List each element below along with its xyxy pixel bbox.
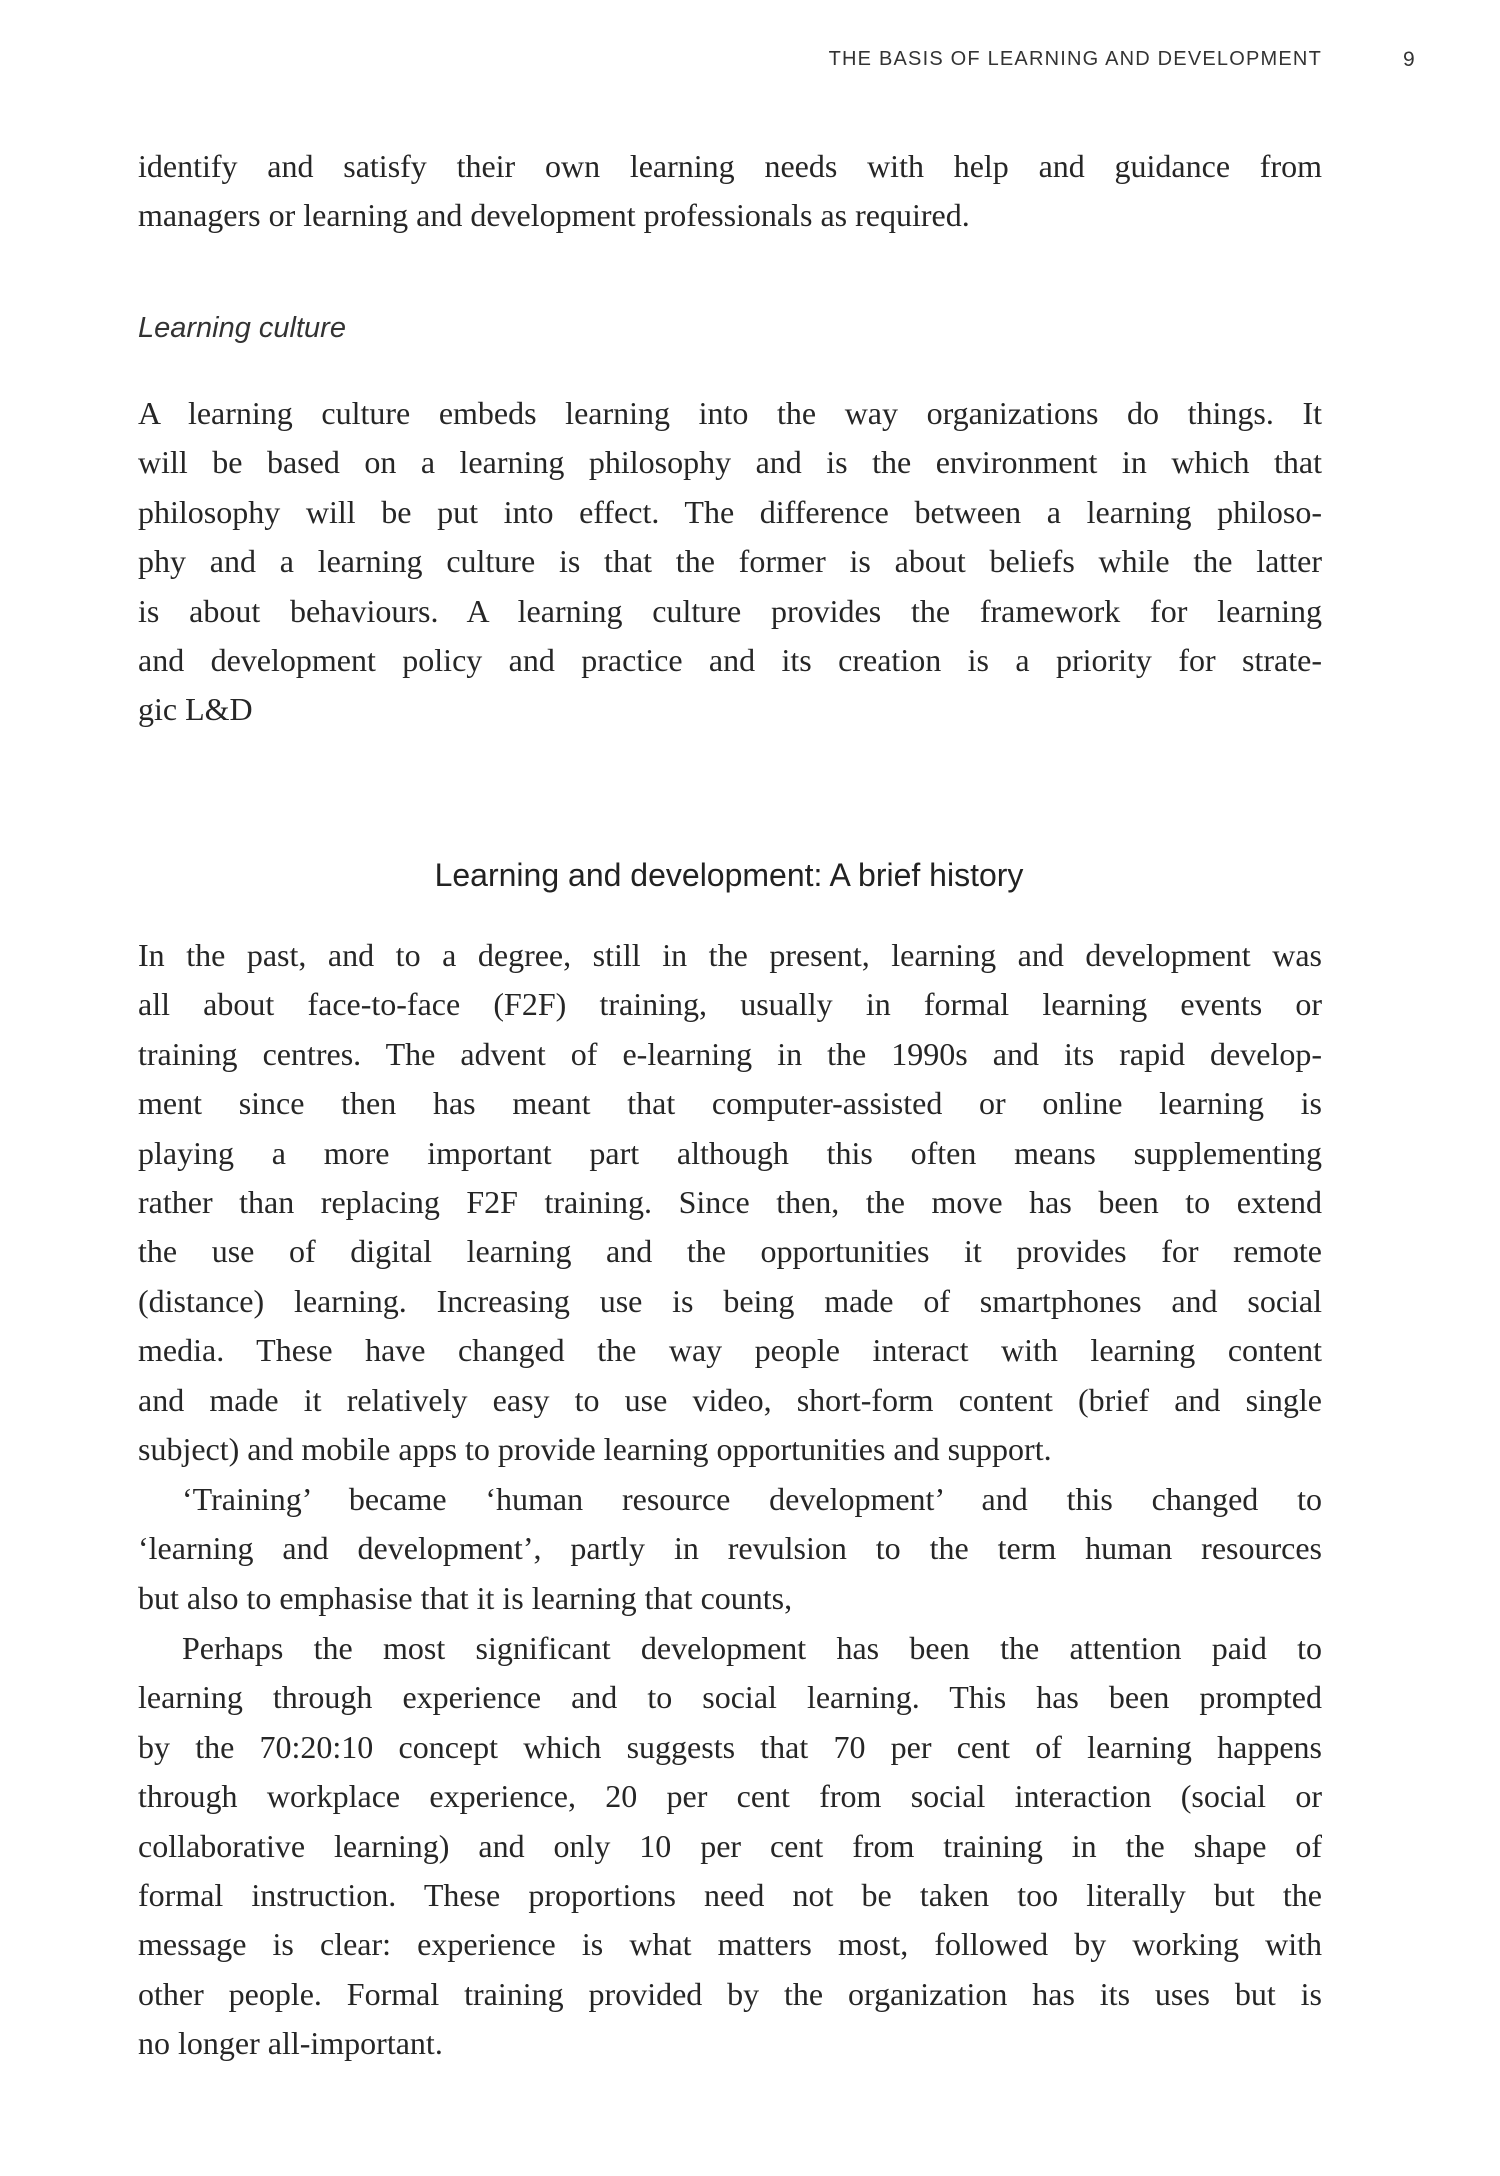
text-line: training centres. The advent of e-learning in the 1990s and its rapid develop- xyxy=(138,1035,1322,1072)
text-line: ment since then has meant that computer-assisted or online learning is xyxy=(138,1085,1322,1122)
text-line: other people. Formal training provided by the organization has its uses but is xyxy=(138,1975,1322,2012)
text-line: and made it relatively easy to use video, short-form content (brief and single xyxy=(138,1381,1322,1418)
text-line: through workplace experience, 20 per cent from social interaction (social or xyxy=(138,1778,1322,1815)
page-number: 9 xyxy=(1403,48,1415,71)
text-line: (distance) learning. Increasing use is being made of smartphones and social xyxy=(138,1282,1322,1319)
text-line: ‘learning and development’, partly in revulsion to the term human resources xyxy=(138,1530,1322,1567)
paragraph-3 xyxy=(138,931,1322,1474)
text-line: ‘Training’ became ‘human resource development’ and this changed to xyxy=(182,1481,1322,1517)
text-line: formal instruction. These proportions need not be taken too literally but the xyxy=(138,1876,1322,1913)
text-line: media. These have changed the way people interact with learning content xyxy=(138,1332,1322,1369)
text-line: Perhaps the most significant development has been the attention paid to xyxy=(182,1630,1322,1666)
text-line: gic L&D xyxy=(138,691,253,728)
text-line: learning through experience and to social learning. This has been prompted xyxy=(138,1679,1322,1716)
text-line: collaborative learning) and only 10 per cent from training in the shape of xyxy=(138,1827,1322,1864)
text-line: In the past, and to a degree, still in the present, learning and development was xyxy=(138,937,1322,973)
text-line: rather than replacing F2F training. Since then, the move has been to extend xyxy=(138,1183,1322,1220)
text-line: will be based on a learning philosophy and is the environment in which that xyxy=(138,444,1322,481)
text-line: all about face-to-face (F2F) training, usually in formal learning events or xyxy=(138,986,1322,1023)
text-line: and development policy and practice and its creation is a priority for strate- xyxy=(138,641,1322,678)
section-heading: Learning and development: A brief history xyxy=(434,857,1024,893)
subheading-learning-culture: Learning culture xyxy=(138,312,346,344)
paragraph-5 xyxy=(138,1624,1322,2069)
text-line: is about behaviours. A learning culture provides the framework for learning xyxy=(138,592,1322,629)
text-line: by the 70:20:10 concept which suggests that 70 per cent of learning happens xyxy=(138,1728,1322,1765)
text-line: philosophy will be put into effect. The difference between a learning philoso- xyxy=(138,493,1322,530)
text-line: managers or learning and development professionals as required. xyxy=(138,197,970,234)
text-line: playing a more important part although this often means supplementing xyxy=(138,1134,1322,1171)
paragraph-1 xyxy=(138,142,1322,241)
running-header: THE BASIS OF LEARNING AND DEVELOPMENT xyxy=(828,48,1322,70)
text-line: identify and satisfy their own learning needs with help and guidance from xyxy=(138,148,1322,184)
text-line: A learning culture embeds learning into the way organizations do things. It xyxy=(138,395,1322,431)
text-line: no longer all-important. xyxy=(138,2025,443,2062)
text-line: phy and a learning culture is that the former is about beliefs while the latter xyxy=(138,543,1322,580)
text-line: message is clear: experience is what matters most, followed by working with xyxy=(138,1926,1322,1963)
text-line: but also to emphasise that it is learning that counts, xyxy=(138,1579,793,1616)
paragraph-2 xyxy=(138,389,1322,735)
text-line: the use of digital learning and the opportunities it provides for remote xyxy=(138,1233,1322,1270)
text-line: subject) and mobile apps to provide learning opportunities and support. xyxy=(138,1430,1052,1467)
paragraph-4 xyxy=(138,1475,1322,1623)
